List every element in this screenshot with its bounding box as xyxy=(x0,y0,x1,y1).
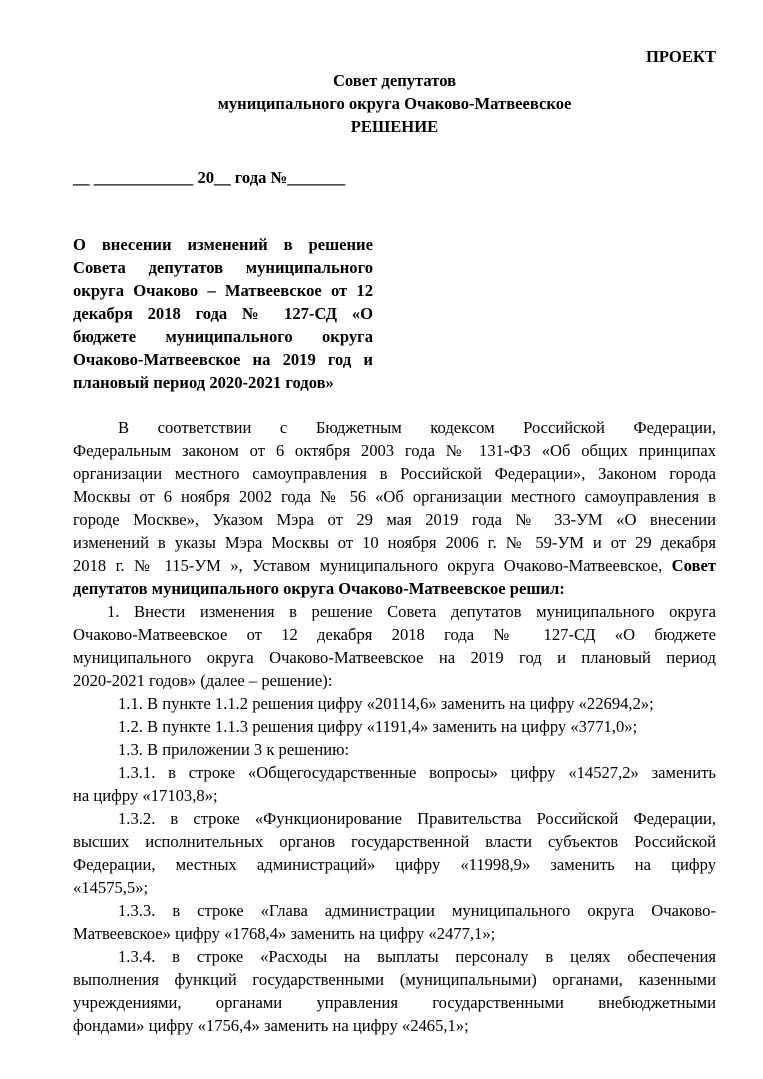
item-1-3-4-line: выполнения функций государственными (муниципальными) органами, казенными xyxy=(73,970,716,989)
decision-subject xyxy=(73,233,373,394)
preamble-text: 2018 г. № 115-УМ », Уставом муниципального округа Очаково-Матвеевское, xyxy=(73,556,663,575)
item-1-line: Очаково-Матвеевское от 12 декабря 2018 года № 127-СД «О бюджете xyxy=(73,625,716,644)
item-1-3-1-line: на цифру «17103,8»; xyxy=(73,786,218,805)
subject-line: бюджете муниципального округа xyxy=(73,327,373,346)
preamble-bold-start: Совет xyxy=(671,556,716,575)
preamble-line: городе Москве», Указом Мэра от 29 мая 2019 года № 33-УМ «О внесении xyxy=(73,510,716,529)
preamble-line xyxy=(73,577,716,600)
item-1-2: 1.2. В пункте 1.1.3 решения цифру «1191,4» заменить на цифру «3771,0»; xyxy=(118,717,638,736)
draft-stamp: ПРОЕКТ xyxy=(645,47,716,66)
item-1-3: 1.3. В приложении 3 к решению: xyxy=(118,740,350,759)
item-1-3-4-line: фондами» цифру «1756,4» заменить на цифру «2465,1»; xyxy=(73,1016,469,1035)
item-1-3-2-line: Федерации, местных администраций» цифру «11998,9» заменить на цифру xyxy=(73,855,716,874)
item-1-3-4-line: учреждениями, органами управления государственными внебюджетными xyxy=(73,993,716,1012)
resolution-phrase: депутатов муниципального округа Очаково-Матвеевское решил: xyxy=(73,579,565,598)
item-1-3-2-line: «14575,5»; xyxy=(73,878,149,897)
council-title: Совет депутатов xyxy=(332,71,457,90)
decision-body xyxy=(73,416,716,1037)
subject-line: Совета депутатов муниципального xyxy=(73,258,373,277)
date-number-line: __ ____________ 20__ года №_______ xyxy=(73,168,346,187)
item-1-1: 1.1. В пункте 1.1.2 решения цифру «20114,6» заменить на цифру «22694,2»; xyxy=(118,694,654,713)
preamble-line: В соответствии с Бюджетным кодексом Российской Федерации, xyxy=(118,418,716,437)
item-1-3-1-line: 1.3.1. в строке «Общегосударственные вопросы» цифру «14527,2» заменить xyxy=(118,763,716,782)
item-1-line: муниципального округа Очаково-Матвеевское на 2019 год и плановый период xyxy=(73,648,716,667)
item-1-3-4-line: 1.3.4. в строке «Расходы на выплаты персоналу в целях обеспечения xyxy=(118,947,716,966)
preamble-line: изменений в указы Мэра Москвы от 10 ноября 2006 г. № 59-УМ и от 29 декабря xyxy=(73,533,716,552)
preamble-line xyxy=(73,554,716,577)
item-1-line: 1. Внести изменения в решение Совета депутатов муниципального округа xyxy=(107,602,716,621)
preamble-line: организации местного самоуправления в Российской Федерации», Законом города xyxy=(73,464,716,483)
subject-line: плановый период 2020-2021 годов» xyxy=(73,373,334,392)
decision-title: РЕШЕНИЕ xyxy=(350,117,439,136)
subject-line: округа Очаково – Матвеевское от 12 xyxy=(73,281,373,300)
preamble-line: Федеральным законом от 6 октября 2003 года № 131-ФЗ «Об общих принципах xyxy=(73,441,716,460)
item-1-3-2-line: высших исполнительных органов государственной власти субъектов Российской xyxy=(73,832,716,851)
subject-line: декабря 2018 года № 127-СД «О xyxy=(73,304,373,323)
subject-line: Очаково-Матвеевское на 2019 год и xyxy=(73,350,373,369)
item-1-line: 2020-2021 годов» (далее – решение): xyxy=(73,671,333,690)
item-1-3-3-line: Матвеевское» цифру «1768,4» заменить на цифру «2477,1»; xyxy=(73,924,496,943)
council-header xyxy=(73,69,716,138)
preamble-line: Москвы от 6 ноября 2002 года № 56 «Об организации местного самоуправления в xyxy=(73,487,716,506)
item-1-3-2-line: 1.3.2. в строке «Функционирование Правительства Российской Федерации, xyxy=(118,809,716,828)
subject-line: О внесении изменений в решение xyxy=(73,235,373,254)
item-1-3-3-line: 1.3.3. в строке «Глава администрации муниципального округа Очаково- xyxy=(118,901,716,920)
district-name: муниципального округа Очаково-Матвеевское xyxy=(217,94,572,113)
